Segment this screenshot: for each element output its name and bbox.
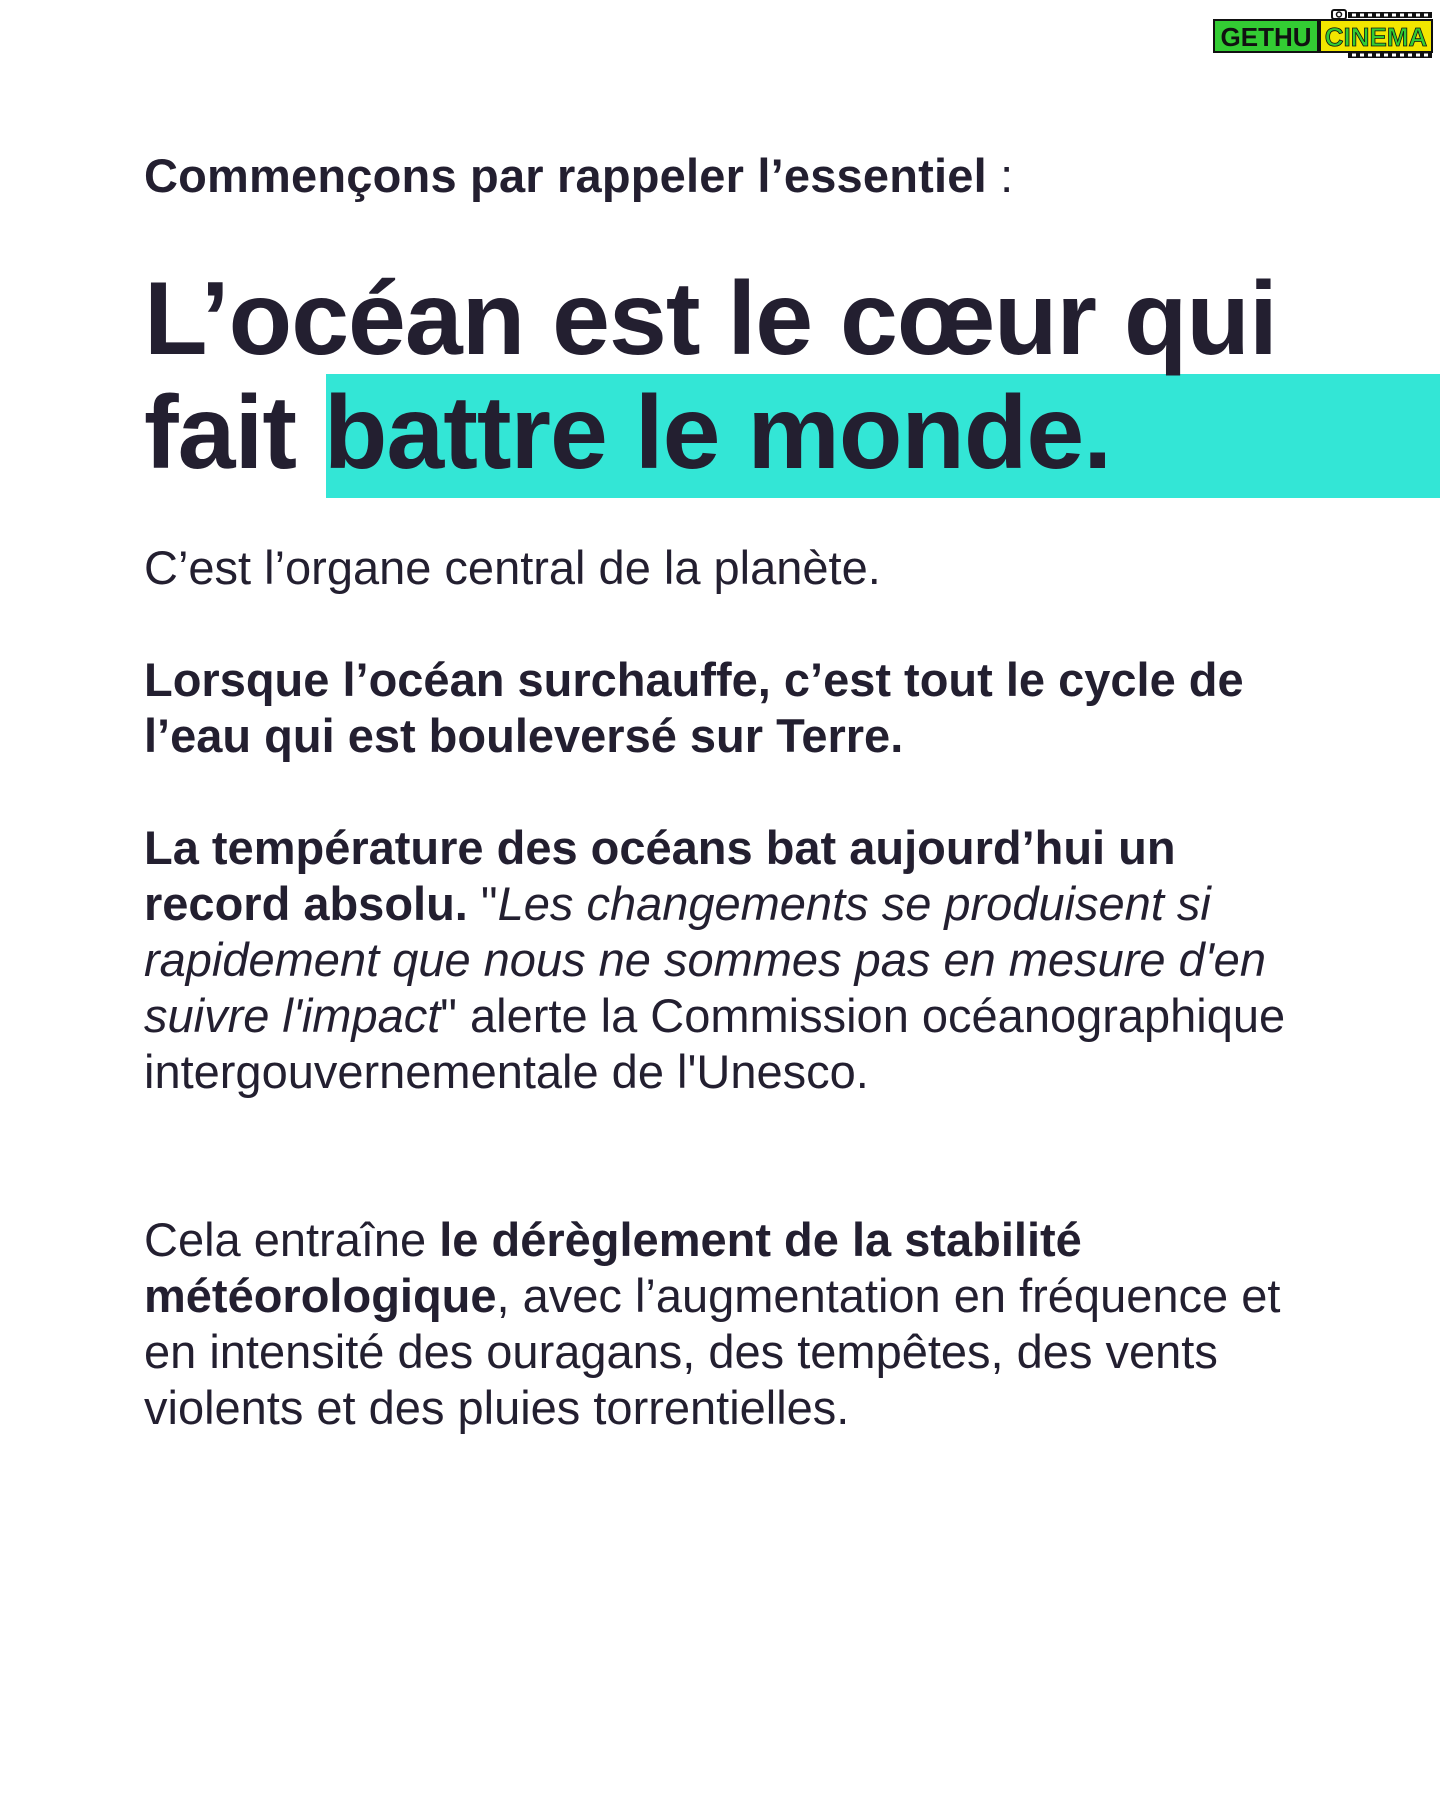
paragraph-overheating: [144, 652, 1294, 764]
consequence-bold: le dérèglement de la stabilité météorologique: [144, 1213, 1082, 1322]
record-bold: La température des océans bat aujourd’hui un record absolu.: [144, 821, 1176, 930]
headline-plain: fait: [144, 375, 324, 491]
film-camera-icon: [1212, 8, 1434, 62]
quote-attribution: alerte la Commission océanographique intergouvernementale de l'Unesco.: [144, 989, 1286, 1098]
paragraph-organ: C’est l’organe central de la planète.: [144, 541, 881, 594]
intro-text: Commençons par rappeler l’essentiel: [144, 149, 987, 202]
headline: [144, 262, 1277, 490]
quote-open: ": [467, 877, 498, 930]
svg-text:GETHU: GETHU: [1220, 22, 1312, 52]
intro-colon: :: [986, 149, 1014, 202]
headline-line-2: [144, 376, 1277, 490]
watermark-logo: [1212, 8, 1434, 62]
consequence-rest: , avec l’augmentation en fréquence et en intensité des ouragans, des tempêtes, des vents violents et des pluies torrentielles.: [144, 1269, 1281, 1434]
quote-close: ": [440, 989, 457, 1042]
unesco-quote: Les changements se produisent si rapidement que nous ne sommes pas en mesure d'en suivre l'impact: [144, 877, 1266, 1042]
intro-heading: [144, 148, 1013, 203]
consequence-lead: Cela entraîne: [144, 1213, 440, 1266]
paragraph-weather-consequences: [144, 1212, 1284, 1436]
headline-line-1: L’océan est le cœur qui: [144, 261, 1277, 377]
paragraph-record-temperature: [144, 820, 1294, 1100]
headline-highlight-text: battre le monde.: [323, 375, 1112, 491]
paragraph-overheating-bold: Lorsque l’océan surchauffe, c’est tout le cycle de l’eau qui est bouleversé sur Terre.: [144, 653, 1244, 762]
svg-text:CINEMA: CINEMA: [1324, 22, 1428, 52]
